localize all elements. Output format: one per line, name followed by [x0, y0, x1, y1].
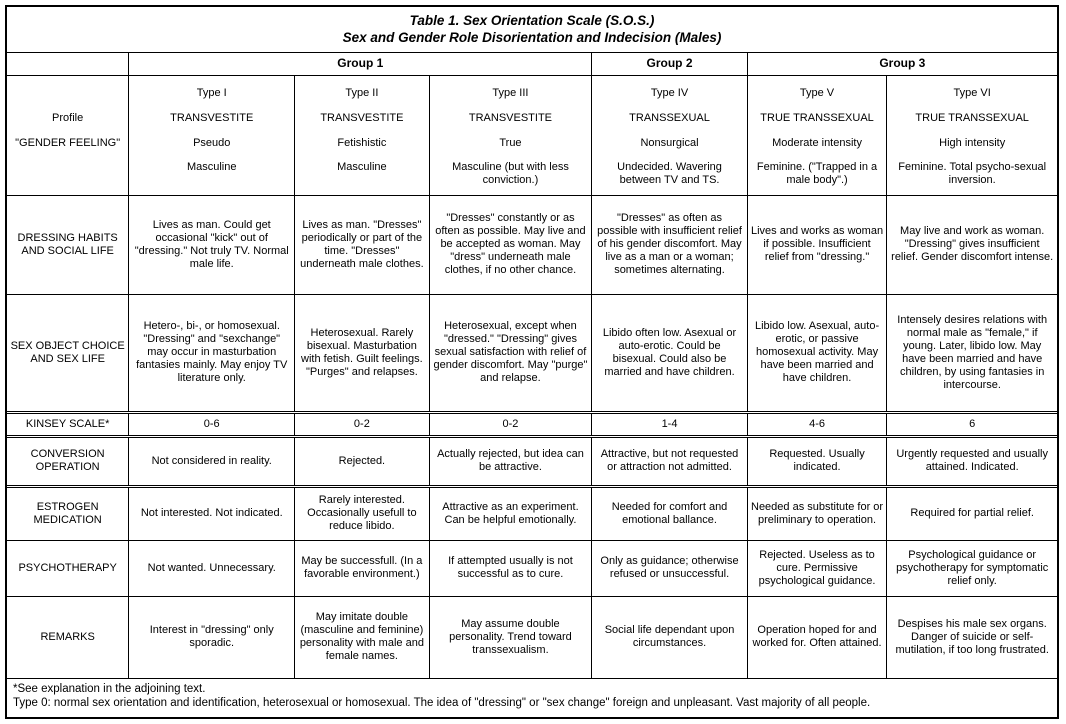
row-header-sex-object-choice: SEX OBJECT CHOICE AND SEX LIFE — [7, 294, 129, 412]
table-cell: Rarely interested. Occasionally usefull to reduce libido. — [295, 486, 429, 540]
table-cell: "Dresses" as often as possible with insufficient relief of his gender discomfort. May live as a man or a woman; sometimes alternating. — [592, 195, 747, 294]
table-cell: May live and work as woman. "Dressing" gives insufficient relief. Gender discomfort intense. — [887, 195, 1057, 294]
type-label: Type I — [196, 86, 227, 99]
type-category: TRUE TRANSSEXUAL — [760, 111, 874, 124]
table-cell: Not interested. Not indicated. — [129, 486, 295, 540]
row-header-conversion-operation: CONVERSION OPERATION — [7, 436, 129, 486]
table-row-conversion-operation — [7, 436, 1057, 486]
type-label: Type IV — [650, 86, 689, 99]
table-cell: 0-6 — [129, 412, 295, 436]
profile-header-row — [7, 75, 1057, 195]
table-cell: Social life dependant upon circumstances. — [592, 596, 747, 678]
type-variant: Pseudo — [193, 136, 231, 149]
profile-type-3 — [429, 75, 592, 195]
group2-header: Group 2 — [592, 53, 747, 75]
group3-header: Group 3 — [747, 53, 1057, 75]
type-feeling: Masculine — [337, 160, 387, 173]
table-cell: 6 — [887, 412, 1057, 436]
table-row-estrogen-medication — [7, 486, 1057, 540]
sos-table — [7, 53, 1057, 679]
footnote-line2: Type 0: normal sex orientation and identification, heterosexual or homosexual. The idea of "dressing" or "sex change" foreign and unpleasant. Vast majority of all people. — [13, 697, 871, 709]
row-header-kinsey-scale: KINSEY SCALE* — [7, 412, 129, 436]
type-category: TRANSVESTITE — [468, 111, 553, 124]
table-cell: Interest in "dressing" only sporadic. — [129, 596, 295, 678]
table-cell: Rejected. Useless as to cure. Permissive psychological guidance. — [747, 540, 887, 596]
row-header-dressing-habits: DRESSING HABITS AND SOCIAL LIFE — [7, 195, 129, 294]
table-cell: Intensely desires relations with normal male as "female," if young. Later, libido low. May have been married and have children, by using fantasies in intercourse. — [887, 294, 1057, 412]
table-cell: Needed for comfort and emotional ballance. — [592, 486, 747, 540]
table-cell: Attractive as an experiment. Can be helpful emotionally. — [429, 486, 592, 540]
type-variant: Nonsurgical — [640, 136, 699, 149]
table-cell: May imitate double (masculine and feminine) personality with male and female names. — [295, 596, 429, 678]
table-cell: Heterosexual, except when "dressed." "Dressing" gives sexual satisfaction with relief of gender discomfort. May "purge" and relapse. — [429, 294, 592, 412]
table-title — [7, 7, 1057, 53]
table-cell: 0-2 — [429, 412, 592, 436]
type-category: TRUE TRANSSEXUAL — [915, 111, 1029, 124]
type-feeling: Feminine. ("Trapped in a male body".) — [756, 160, 878, 186]
footnote-line1: *See explanation in the adjoining text. — [13, 682, 206, 695]
row-header-profile — [7, 75, 129, 195]
type-label: Type III — [492, 86, 529, 99]
type-category: TRANSVESTITE — [320, 111, 404, 124]
row-header-remarks: REMARKS — [7, 596, 129, 678]
table-cell: Hetero-, bi-, or homosexual. "Dressing" and "sexchange" may occur in masturbation fantasies mainly. May enjoy TV literature only. — [129, 294, 295, 412]
table-cell: May be successfull. (In a favorable environment.) — [295, 540, 429, 596]
type-variant: High intensity — [939, 136, 1006, 149]
table-row-remarks — [7, 596, 1057, 678]
table-cell: Libido often low. Asexual or auto-erotic. Could be bisexual. Could also be married and have children. — [592, 294, 747, 412]
table-cell: Needed as substitute for or preliminary to operation. — [747, 486, 887, 540]
table-cell: Rejected. — [295, 436, 429, 486]
table-cell: If attempted usually is not successful as to cure. — [429, 540, 592, 596]
table-cell: "Dresses" constantly or as often as possible. May live and be accepted as woman. May "dress" underneath male clothes, if no other chance. — [429, 195, 592, 294]
type-feeling: Undecided. Wavering between TV and TS. — [617, 160, 722, 186]
table-cell: Heterosexual. Rarely bisexual. Masturbation with fetish. Guilt feelings. "Purges" and relapses. — [295, 294, 429, 412]
profile-label-line1: Profile — [52, 111, 84, 124]
table-cell: 4-6 — [747, 412, 887, 436]
corner-cell — [7, 53, 129, 75]
table-cell: Not considered in reality. — [129, 436, 295, 486]
table-row-dressing-habits — [7, 195, 1057, 294]
table-title-line1: Table 1. Sex Orientation Scale (S.O.S.) — [409, 13, 655, 28]
profile-type-4 — [592, 75, 747, 195]
table-cell: Lives and works as woman if possible. Insufficient relief from "dressing." — [747, 195, 887, 294]
group1-header: Group 1 — [129, 53, 592, 75]
table-sheet — [5, 5, 1059, 719]
row-header-estrogen-medication: ESTROGEN MEDICATION — [7, 486, 129, 540]
table-cell: Not wanted. Unnecessary. — [129, 540, 295, 596]
profile-label-line2: "GENDER FEELING" — [15, 136, 121, 149]
table-cell: May assume double personality. Trend toward transsexualism. — [429, 596, 592, 678]
type-variant: True — [499, 136, 522, 149]
profile-type-1 — [129, 75, 295, 195]
table-row-kinsey-scale — [7, 412, 1057, 436]
type-variant: Moderate intensity — [772, 136, 862, 149]
table-cell: Operation hoped for and worked for. Often attained. — [747, 596, 887, 678]
type-label: Type VI — [953, 86, 991, 99]
table-cell: Libido low. Asexual, auto-erotic, or passive homosexual activity. May have been married and have children. — [747, 294, 887, 412]
table-cell: Actually rejected, but idea can be attractive. — [429, 436, 592, 486]
profile-label-spacer — [10, 81, 125, 106]
type-feeling: Masculine — [186, 160, 237, 173]
type-category: TRANSVESTITE — [170, 111, 254, 124]
table-cell: Urgently requested and usually attained. Indicated. — [887, 436, 1057, 486]
group-header-row — [7, 53, 1057, 75]
table-cell: Only as guidance; otherwise refused or unsuccessful. — [592, 540, 747, 596]
table-cell: Required for partial relief. — [887, 486, 1057, 540]
type-label: Type V — [799, 86, 835, 99]
profile-type-6 — [887, 75, 1057, 195]
table-cell: Lives as man. Could get occasional "kick" out of "dressing." Not truly TV. Normal male life. — [129, 195, 295, 294]
table-cell: 1-4 — [592, 412, 747, 436]
table-title-line2: Sex and Gender Role Disorientation and Indecision (Males) — [342, 30, 722, 45]
table-cell: Psychological guidance or psychotherapy for symptomatic relief only. — [887, 540, 1057, 596]
profile-type-5 — [747, 75, 887, 195]
type-variant: Fetishistic — [337, 136, 387, 149]
table-cell: Requested. Usually indicated. — [747, 436, 887, 486]
table-cell: 0-2 — [295, 412, 429, 436]
table-row-sex-object-choice — [7, 294, 1057, 412]
table-row-psychotherapy — [7, 540, 1057, 596]
type-category: TRANSSEXUAL — [629, 111, 710, 124]
type-feeling: Masculine (but with less conviction.) — [452, 160, 569, 186]
table-cell: Attractive, but not requested or attraction not admitted. — [592, 436, 747, 486]
table-cell: Despises his male sex organs. Danger of suicide or self-mutilation, if too long frustrated. — [887, 596, 1057, 678]
profile-type-2 — [295, 75, 429, 195]
table-cell: Lives as man. "Dresses" periodically or part of the time. "Dresses" underneath male clothes. — [295, 195, 429, 294]
row-header-psychotherapy: PSYCHOTHERAPY — [7, 540, 129, 596]
footnote-block — [7, 679, 1057, 717]
type-label: Type II — [345, 86, 379, 99]
type-feeling: Feminine. Total psycho-sexual inversion. — [898, 160, 1047, 186]
